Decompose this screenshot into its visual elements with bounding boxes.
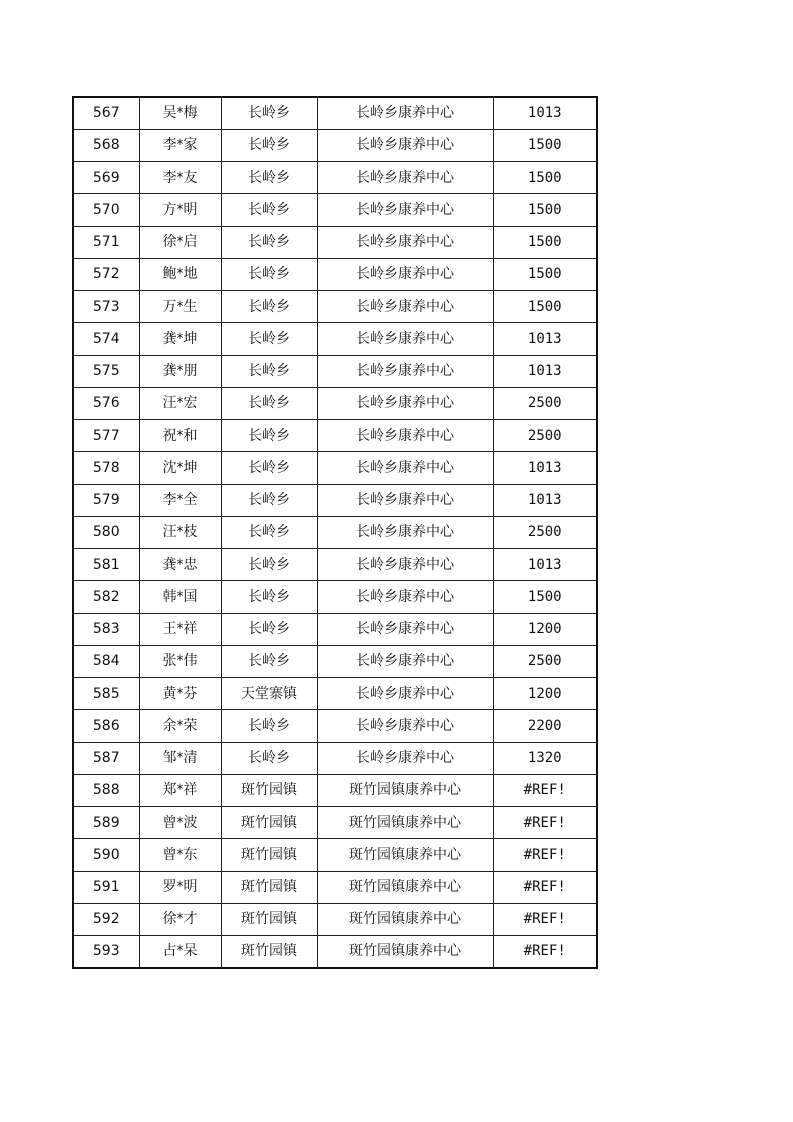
table-row [73, 871, 597, 903]
name-cell: 郑*祥 [139, 774, 221, 806]
town-cell: 长岭乡 [221, 420, 317, 452]
table-row [73, 742, 597, 774]
amount-cell: 1500 [493, 226, 597, 258]
amount-cell: #REF! [493, 936, 597, 968]
amount-cell: 1320 [493, 742, 597, 774]
amount-cell: 1013 [493, 484, 597, 516]
name-cell: 张*伟 [139, 645, 221, 677]
table-row [73, 323, 597, 355]
name-cell: 沈*坤 [139, 452, 221, 484]
row-number-cell: 575 [73, 355, 139, 387]
town-cell: 长岭乡 [221, 516, 317, 548]
row-number-cell: 569 [73, 162, 139, 194]
table-row [73, 581, 597, 613]
table-row [73, 903, 597, 935]
amount-cell: #REF! [493, 903, 597, 935]
row-number-cell: 568 [73, 129, 139, 161]
table-row [73, 452, 597, 484]
town-cell: 长岭乡 [221, 291, 317, 323]
table-row [73, 226, 597, 258]
institution-cell: 长岭乡康养中心 [317, 710, 493, 742]
institution-cell: 长岭乡康养中心 [317, 452, 493, 484]
amount-cell: 1013 [493, 452, 597, 484]
table-row [73, 678, 597, 710]
amount-cell: 2500 [493, 645, 597, 677]
town-cell: 长岭乡 [221, 97, 317, 129]
town-cell: 长岭乡 [221, 387, 317, 419]
amount-cell: 1013 [493, 323, 597, 355]
row-number-cell: 581 [73, 549, 139, 581]
table-row [73, 710, 597, 742]
name-cell: 万*生 [139, 291, 221, 323]
institution-cell: 长岭乡康养中心 [317, 323, 493, 355]
table-row [73, 516, 597, 548]
amount-cell: 1500 [493, 581, 597, 613]
table-row [73, 839, 597, 871]
town-cell: 长岭乡 [221, 742, 317, 774]
row-number-cell: 588 [73, 774, 139, 806]
name-cell: 王*祥 [139, 613, 221, 645]
amount-cell: #REF! [493, 839, 597, 871]
row-number-cell: 583 [73, 613, 139, 645]
institution-cell: 长岭乡康养中心 [317, 194, 493, 226]
town-cell: 长岭乡 [221, 710, 317, 742]
institution-cell: 斑竹园镇康养中心 [317, 903, 493, 935]
amount-cell: 2200 [493, 710, 597, 742]
town-cell: 斑竹园镇 [221, 871, 317, 903]
name-cell: 李*友 [139, 162, 221, 194]
town-cell: 长岭乡 [221, 581, 317, 613]
institution-cell: 长岭乡康养中心 [317, 549, 493, 581]
row-number-cell: 570 [73, 194, 139, 226]
table-row [73, 291, 597, 323]
institution-cell: 长岭乡康养中心 [317, 420, 493, 452]
amount-cell: #REF! [493, 774, 597, 806]
table-row [73, 194, 597, 226]
amount-cell: 2500 [493, 516, 597, 548]
row-number-cell: 574 [73, 323, 139, 355]
name-cell: 占*呆 [139, 936, 221, 968]
row-number-cell: 593 [73, 936, 139, 968]
institution-cell: 长岭乡康养中心 [317, 581, 493, 613]
town-cell: 斑竹园镇 [221, 839, 317, 871]
row-number-cell: 589 [73, 807, 139, 839]
institution-cell: 长岭乡康养中心 [317, 355, 493, 387]
table-body [73, 97, 597, 968]
name-cell: 祝*和 [139, 420, 221, 452]
institution-cell: 长岭乡康养中心 [317, 742, 493, 774]
table-row [73, 355, 597, 387]
town-cell: 长岭乡 [221, 226, 317, 258]
name-cell: 龚*朋 [139, 355, 221, 387]
table-row [73, 807, 597, 839]
institution-cell: 斑竹园镇康养中心 [317, 839, 493, 871]
row-number-cell: 577 [73, 420, 139, 452]
institution-cell: 长岭乡康养中心 [317, 291, 493, 323]
amount-cell: 1500 [493, 129, 597, 161]
subsidy-table [72, 96, 598, 969]
row-number-cell: 571 [73, 226, 139, 258]
town-cell: 长岭乡 [221, 549, 317, 581]
institution-cell: 长岭乡康养中心 [317, 258, 493, 290]
row-number-cell: 587 [73, 742, 139, 774]
row-number-cell: 582 [73, 581, 139, 613]
row-number-cell: 592 [73, 903, 139, 935]
town-cell: 长岭乡 [221, 258, 317, 290]
institution-cell: 斑竹园镇康养中心 [317, 774, 493, 806]
row-number-cell: 567 [73, 97, 139, 129]
institution-cell: 长岭乡康养中心 [317, 484, 493, 516]
amount-cell: #REF! [493, 871, 597, 903]
amount-cell: 1500 [493, 291, 597, 323]
amount-cell: 1013 [493, 549, 597, 581]
row-number-cell: 576 [73, 387, 139, 419]
row-number-cell: 573 [73, 291, 139, 323]
table-row [73, 97, 597, 129]
amount-cell: 1500 [493, 258, 597, 290]
row-number-cell: 579 [73, 484, 139, 516]
row-number-cell: 591 [73, 871, 139, 903]
table-row [73, 258, 597, 290]
table-row [73, 613, 597, 645]
institution-cell: 斑竹园镇康养中心 [317, 936, 493, 968]
name-cell: 鲍*地 [139, 258, 221, 290]
name-cell: 邹*清 [139, 742, 221, 774]
name-cell: 余*荣 [139, 710, 221, 742]
name-cell: 曾*波 [139, 807, 221, 839]
name-cell: 徐*才 [139, 903, 221, 935]
institution-cell: 长岭乡康养中心 [317, 97, 493, 129]
town-cell: 长岭乡 [221, 645, 317, 677]
institution-cell: 长岭乡康养中心 [317, 645, 493, 677]
table-row [73, 549, 597, 581]
town-cell: 斑竹园镇 [221, 807, 317, 839]
town-cell: 长岭乡 [221, 194, 317, 226]
town-cell: 斑竹园镇 [221, 936, 317, 968]
institution-cell: 长岭乡康养中心 [317, 129, 493, 161]
amount-cell: 1013 [493, 97, 597, 129]
table-row [73, 420, 597, 452]
name-cell: 黄*芬 [139, 678, 221, 710]
institution-cell: 长岭乡康养中心 [317, 516, 493, 548]
name-cell: 龚*坤 [139, 323, 221, 355]
name-cell: 韩*国 [139, 581, 221, 613]
institution-cell: 长岭乡康养中心 [317, 226, 493, 258]
row-number-cell: 586 [73, 710, 139, 742]
institution-cell: 斑竹园镇康养中心 [317, 807, 493, 839]
row-number-cell: 584 [73, 645, 139, 677]
town-cell: 长岭乡 [221, 484, 317, 516]
row-number-cell: 580 [73, 516, 139, 548]
town-cell: 长岭乡 [221, 162, 317, 194]
name-cell: 汪*宏 [139, 387, 221, 419]
name-cell: 龚*忠 [139, 549, 221, 581]
institution-cell: 长岭乡康养中心 [317, 162, 493, 194]
table-row [73, 484, 597, 516]
name-cell: 吴*梅 [139, 97, 221, 129]
town-cell: 天堂寨镇 [221, 678, 317, 710]
amount-cell: 2500 [493, 420, 597, 452]
institution-cell: 斑竹园镇康养中心 [317, 871, 493, 903]
row-number-cell: 585 [73, 678, 139, 710]
name-cell: 罗*明 [139, 871, 221, 903]
institution-cell: 长岭乡康养中心 [317, 387, 493, 419]
table-row [73, 387, 597, 419]
table-row [73, 162, 597, 194]
town-cell: 长岭乡 [221, 355, 317, 387]
institution-cell: 长岭乡康养中心 [317, 613, 493, 645]
table-row [73, 129, 597, 161]
name-cell: 李*全 [139, 484, 221, 516]
name-cell: 方*明 [139, 194, 221, 226]
town-cell: 长岭乡 [221, 323, 317, 355]
amount-cell: 2500 [493, 387, 597, 419]
amount-cell: 1200 [493, 678, 597, 710]
amount-cell: 1500 [493, 162, 597, 194]
table-row [73, 645, 597, 677]
amount-cell: 1500 [493, 194, 597, 226]
town-cell: 斑竹园镇 [221, 774, 317, 806]
town-cell: 斑竹园镇 [221, 903, 317, 935]
name-cell: 汪*枝 [139, 516, 221, 548]
row-number-cell: 590 [73, 839, 139, 871]
amount-cell: 1200 [493, 613, 597, 645]
town-cell: 长岭乡 [221, 129, 317, 161]
table-row [73, 936, 597, 968]
name-cell: 李*家 [139, 129, 221, 161]
town-cell: 长岭乡 [221, 452, 317, 484]
institution-cell: 长岭乡康养中心 [317, 678, 493, 710]
town-cell: 长岭乡 [221, 613, 317, 645]
amount-cell: 1013 [493, 355, 597, 387]
name-cell: 曾*东 [139, 839, 221, 871]
name-cell: 徐*启 [139, 226, 221, 258]
row-number-cell: 578 [73, 452, 139, 484]
amount-cell: #REF! [493, 807, 597, 839]
table-row [73, 774, 597, 806]
row-number-cell: 572 [73, 258, 139, 290]
